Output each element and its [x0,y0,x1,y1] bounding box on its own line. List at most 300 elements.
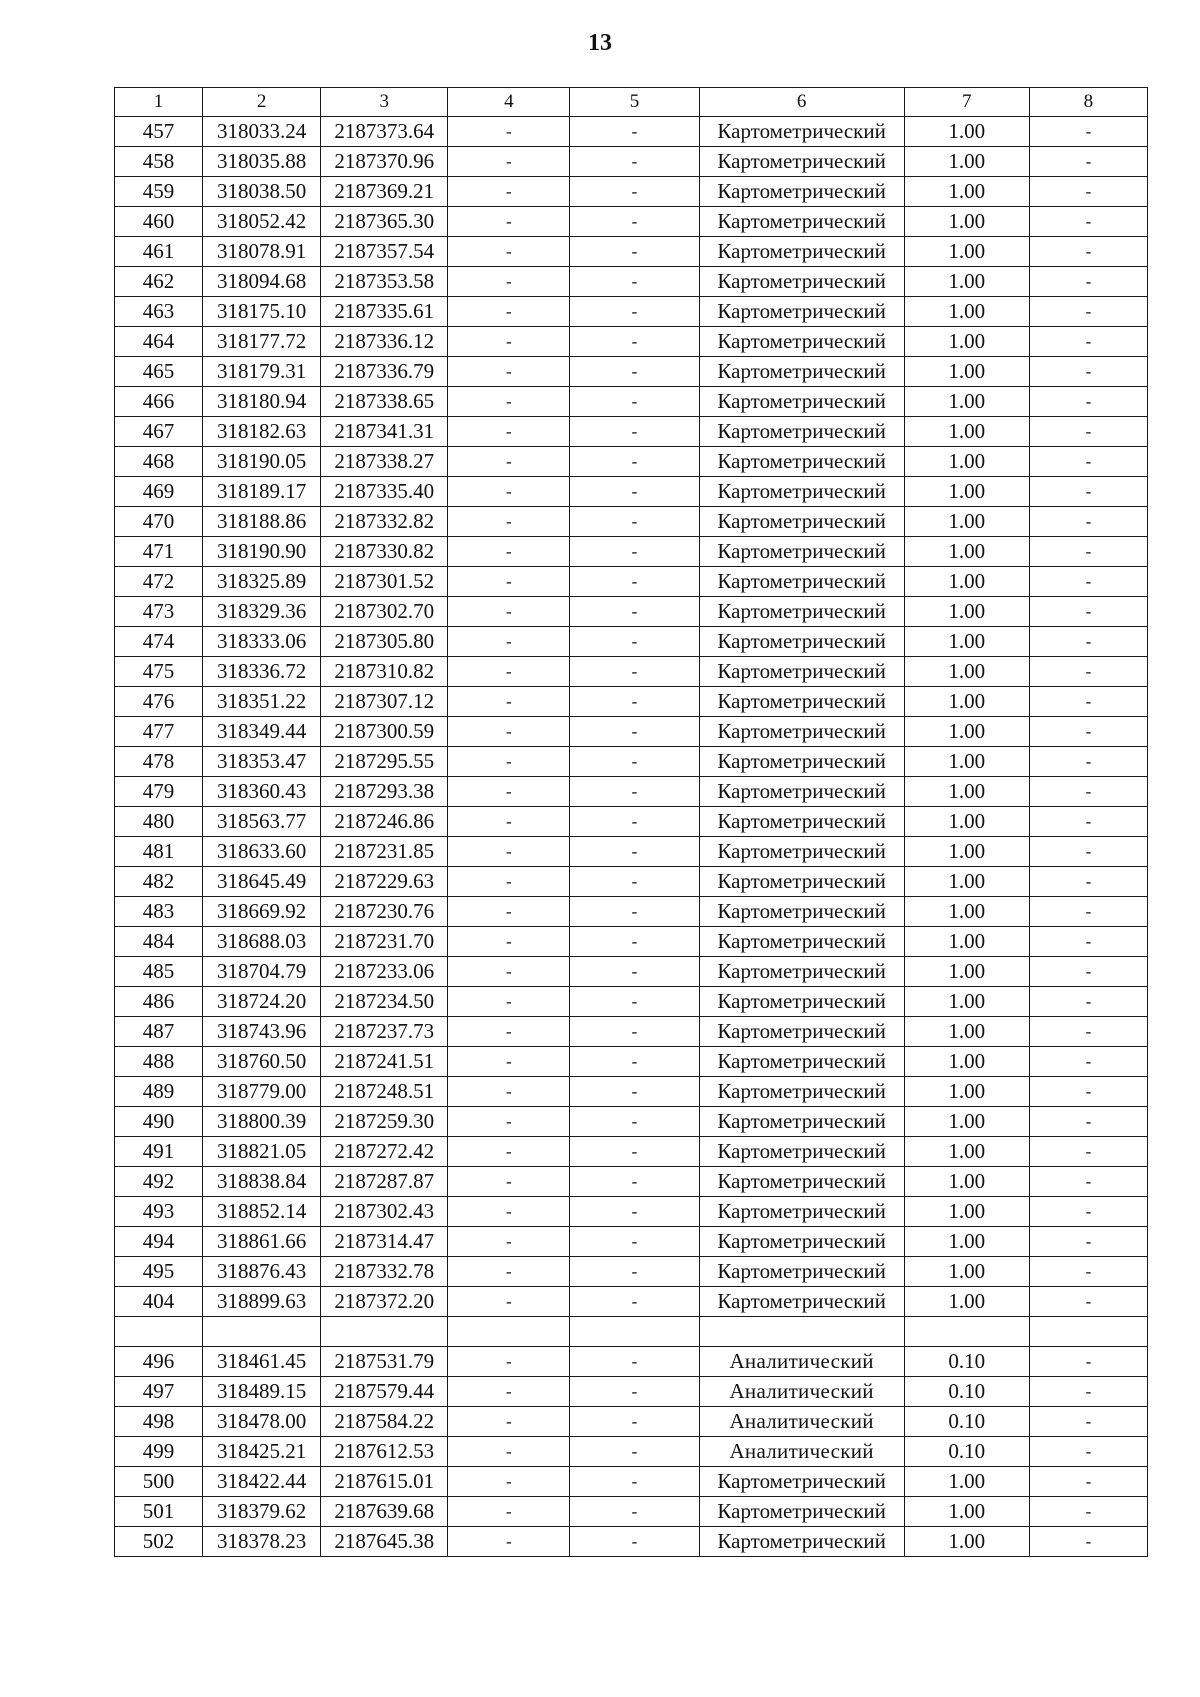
table-cell: - [1029,1377,1147,1407]
table-cell: - [448,1407,570,1437]
table-cell: - [1029,1137,1147,1167]
table-cell: - [448,267,570,297]
table-cell: - [570,1347,699,1377]
table-cell: 458 [115,147,203,177]
table-cell: 490 [115,1107,203,1137]
table-cell: - [570,1287,699,1317]
table-cell: - [570,927,699,957]
table-cell: Картометрический [699,567,904,597]
table-row [115,1077,1148,1107]
table-cell: 482 [115,867,203,897]
table-cell: - [1029,957,1147,987]
table-row [115,1347,1148,1377]
table-cell: 318645.49 [203,867,321,897]
table-cell: - [1029,627,1147,657]
table-cell: 1.00 [904,267,1029,297]
table-cell: 2187234.50 [321,987,448,1017]
table-cell: - [570,207,699,237]
table-cell: - [1029,237,1147,267]
table-cell: 318633.60 [203,837,321,867]
table-cell: 318861.66 [203,1227,321,1257]
column-header: 4 [448,88,570,117]
table-cell: 2187335.61 [321,297,448,327]
table-cell: 474 [115,627,203,657]
table-row [115,1047,1148,1077]
table-row [115,177,1148,207]
table-cell: 318422.44 [203,1467,321,1497]
table-cell: - [570,267,699,297]
table-cell: - [1029,1077,1147,1107]
table-cell: 2187579.44 [321,1377,448,1407]
table-row [115,507,1148,537]
column-header: 1 [115,88,203,117]
table-cell: 318033.24 [203,117,321,147]
table-row [115,837,1148,867]
table-row [115,537,1148,567]
table-cell: Картометрический [699,957,904,987]
table-cell: - [570,177,699,207]
table-row [115,777,1148,807]
table-cell: 1.00 [904,297,1029,327]
table-cell: - [1029,1467,1147,1497]
table-cell: - [448,1467,570,1497]
table-cell: 457 [115,117,203,147]
table-row [115,1257,1148,1287]
table-cell: 318704.79 [203,957,321,987]
table-cell: Картометрический [699,1497,904,1527]
table-cell: Картометрический [699,507,904,537]
table-cell: Картометрический [699,1287,904,1317]
table-cell: Картометрический [699,477,904,507]
table-cell: - [448,177,570,207]
coordinates-table-body [115,88,1148,1557]
table-cell: 318188.86 [203,507,321,537]
table-cell: 472 [115,567,203,597]
table-cell: - [570,597,699,627]
table-cell: 318177.72 [203,327,321,357]
table-row [115,387,1148,417]
table-cell: 478 [115,747,203,777]
table-cell: - [448,717,570,747]
table-cell: - [570,1047,699,1077]
table-cell: 2187230.76 [321,897,448,927]
table-cell: - [448,1017,570,1047]
table-cell: - [448,357,570,387]
table-cell: - [570,1077,699,1107]
table-cell: - [1029,117,1147,147]
table-cell: 318760.50 [203,1047,321,1077]
table-row [115,987,1148,1017]
table-cell: - [1029,1407,1147,1437]
table-cell: Аналитический [699,1407,904,1437]
table-cell: 2187272.42 [321,1137,448,1167]
table-cell: - [1029,387,1147,417]
table-cell: - [448,1377,570,1407]
table-cell: - [1029,1107,1147,1137]
table-cell: - [570,1377,699,1407]
table-cell: 1.00 [904,567,1029,597]
table-cell: 464 [115,327,203,357]
table-cell: - [448,117,570,147]
table-cell: 1.00 [904,1017,1029,1047]
table-cell: 473 [115,597,203,627]
table-cell: 462 [115,267,203,297]
table-cell: 1.00 [904,1047,1029,1077]
table-cell: Картометрический [699,177,904,207]
table-cell: 2187369.21 [321,177,448,207]
table-cell: 318179.31 [203,357,321,387]
table-cell: 2187365.30 [321,207,448,237]
table-cell: - [570,117,699,147]
table-cell: 494 [115,1227,203,1257]
table-cell: - [1029,267,1147,297]
table-cell: Картометрический [699,927,904,957]
table-cell: - [448,1437,570,1467]
table-cell: 318190.05 [203,447,321,477]
table-cell: 1.00 [904,1077,1029,1107]
table-cell: 1.00 [904,927,1029,957]
table-cell: 318838.84 [203,1167,321,1197]
table-cell: 488 [115,1047,203,1077]
table-cell: Картометрический [699,687,904,717]
table-cell: Картометрический [699,717,904,747]
table-cell: 1.00 [904,327,1029,357]
table-cell: - [1029,1437,1147,1467]
table-cell: - [1029,777,1147,807]
table-cell: 318353.47 [203,747,321,777]
table-cell: - [570,417,699,447]
table-cell: - [1029,1047,1147,1077]
table-cell: 2187231.85 [321,837,448,867]
table-row [115,1467,1148,1497]
table-cell: Аналитический [699,1377,904,1407]
table-cell: 1.00 [904,837,1029,867]
table-cell: - [448,447,570,477]
table-cell: 465 [115,357,203,387]
table-cell: - [1029,897,1147,927]
table-cell: 318094.68 [203,267,321,297]
table-row [115,957,1148,987]
table-cell: 318360.43 [203,777,321,807]
table-cell: 479 [115,777,203,807]
table-row [115,567,1148,597]
table-cell: - [570,627,699,657]
table-cell: 1.00 [904,357,1029,387]
table-cell: - [570,1527,699,1557]
table-cell: Картометрический [699,1167,904,1197]
table-cell: - [570,387,699,417]
table-cell: - [1029,327,1147,357]
table-cell: - [570,1167,699,1197]
table-cell: - [570,837,699,867]
column-header: 8 [1029,88,1147,117]
table-row [115,1377,1148,1407]
table-cell: - [570,1227,699,1257]
table-cell: 318182.63 [203,417,321,447]
table-cell: 471 [115,537,203,567]
table-cell: 2187293.38 [321,777,448,807]
table-cell: 404 [115,1287,203,1317]
table-row [115,1107,1148,1137]
table-row [115,117,1148,147]
table-cell: 487 [115,1017,203,1047]
table-cell: 318821.05 [203,1137,321,1167]
table-cell: - [448,987,570,1017]
table-cell: 1.00 [904,507,1029,537]
table-row [115,1497,1148,1527]
table-row [115,717,1148,747]
table-cell: 2187615.01 [321,1467,448,1497]
table-cell: - [570,507,699,537]
table-cell: - [448,747,570,777]
table-cell: Картометрический [699,1527,904,1557]
table-cell: 318035.88 [203,147,321,177]
table-cell: 318425.21 [203,1437,321,1467]
table-cell: 1.00 [904,717,1029,747]
table-cell: - [448,1137,570,1167]
table-cell: 2187295.55 [321,747,448,777]
column-header: 6 [699,88,904,117]
table-cell: 1.00 [904,417,1029,447]
table-cell: - [448,657,570,687]
table-cell: 2187231.70 [321,927,448,957]
table-cell: - [570,357,699,387]
table-cell: - [448,957,570,987]
table-cell: - [448,1197,570,1227]
table-cell: 318669.92 [203,897,321,927]
table-cell: - [570,1017,699,1047]
empty-cell [321,1317,448,1347]
table-cell: 2187584.22 [321,1407,448,1437]
table-cell: Картометрический [699,537,904,567]
table-cell: - [570,147,699,177]
table-cell: 1.00 [904,777,1029,807]
table-cell: - [1029,1017,1147,1047]
table-cell: 2187241.51 [321,1047,448,1077]
table-cell: 2187307.12 [321,687,448,717]
table-cell: - [448,507,570,537]
table-cell: 2187341.31 [321,417,448,447]
table-cell: 318378.23 [203,1527,321,1557]
table-cell: 2187314.47 [321,1227,448,1257]
table-cell: 2187332.82 [321,507,448,537]
table-cell: 2187373.64 [321,117,448,147]
table-cell: 2187246.86 [321,807,448,837]
table-cell: 1.00 [904,177,1029,207]
empty-cell [203,1317,321,1347]
table-cell: - [448,1527,570,1557]
table-cell: Картометрический [699,1467,904,1497]
table-cell: - [448,897,570,927]
table-cell: - [570,1467,699,1497]
table-cell: 475 [115,657,203,687]
table-cell: - [1029,1287,1147,1317]
table-cell: 1.00 [904,1197,1029,1227]
table-row [115,1227,1148,1257]
table-cell: 500 [115,1467,203,1497]
table-cell: Аналитический [699,1437,904,1467]
table-cell: - [1029,177,1147,207]
table-cell: - [448,567,570,597]
table-cell: 491 [115,1137,203,1167]
table-cell: Картометрический [699,1197,904,1227]
table-cell: - [448,297,570,327]
table-cell: - [448,207,570,237]
page-number: 13 [588,30,612,56]
table-cell: - [570,1497,699,1527]
table-row [115,1437,1148,1467]
table-row [115,1287,1148,1317]
table-cell: Картометрический [699,357,904,387]
table-row [115,267,1148,297]
table-cell: - [1029,717,1147,747]
table-cell: - [570,687,699,717]
table-cell: - [1029,987,1147,1017]
table-cell: Картометрический [699,447,904,477]
table-cell: 459 [115,177,203,207]
table-cell: - [448,1227,570,1257]
table-cell: - [448,777,570,807]
table-cell: 2187300.59 [321,717,448,747]
table-cell: Картометрический [699,627,904,657]
table-cell: - [448,147,570,177]
table-cell: - [1029,747,1147,777]
table-cell: - [1029,357,1147,387]
table-cell: 2187248.51 [321,1077,448,1107]
table-cell: - [1029,1167,1147,1197]
table-cell: - [1029,1227,1147,1257]
empty-cell [699,1317,904,1347]
table-cell: 481 [115,837,203,867]
table-cell: Картометрический [699,747,904,777]
table-cell: 2187338.65 [321,387,448,417]
table-cell: - [1029,537,1147,567]
table-cell: - [1029,1197,1147,1227]
table-cell: Картометрический [699,207,904,237]
table-cell: - [1029,207,1147,237]
table-cell: 318038.50 [203,177,321,207]
empty-cell [115,1317,203,1347]
table-cell: 470 [115,507,203,537]
table-cell: 2187336.12 [321,327,448,357]
table-cell: - [1029,837,1147,867]
table-cell: - [448,1257,570,1287]
table-cell: 1.00 [904,957,1029,987]
table-row [115,897,1148,927]
table-cell: 318349.44 [203,717,321,747]
table-cell: - [570,1257,699,1287]
table-cell: 485 [115,957,203,987]
table-row [115,687,1148,717]
table-cell: - [448,417,570,447]
table-cell: - [570,747,699,777]
table-cell: 1.00 [904,477,1029,507]
table-cell: 1.00 [904,1227,1029,1257]
table-cell: 318351.22 [203,687,321,717]
table-cell: 318724.20 [203,987,321,1017]
table-cell: - [1029,1347,1147,1377]
table-cell: 1.00 [904,687,1029,717]
table-cell: Картометрический [699,237,904,267]
table-cell: 2187233.06 [321,957,448,987]
table-cell: 501 [115,1497,203,1527]
table-cell: - [1029,1257,1147,1287]
table-cell: - [448,627,570,657]
table-cell: Картометрический [699,807,904,837]
table-cell: 2187353.58 [321,267,448,297]
table-cell: Картометрический [699,1047,904,1077]
table-cell: 497 [115,1377,203,1407]
table-cell: 1.00 [904,597,1029,627]
column-header: 5 [570,88,699,117]
column-header: 2 [203,88,321,117]
table-cell: Картометрический [699,987,904,1017]
table-cell: 1.00 [904,1497,1029,1527]
table-cell: Картометрический [699,117,904,147]
table-cell: - [448,537,570,567]
table-cell: 498 [115,1407,203,1437]
table-cell: 502 [115,1527,203,1557]
table-cell: 2187310.82 [321,657,448,687]
table-cell: 2187237.73 [321,1017,448,1047]
table-cell: - [448,477,570,507]
table-row [115,867,1148,897]
table-cell: 318325.89 [203,567,321,597]
table-cell: 493 [115,1197,203,1227]
table-cell: - [1029,597,1147,627]
table-cell: - [570,807,699,837]
table-row [115,297,1148,327]
table-cell: 1.00 [904,987,1029,1017]
table-header-row [115,88,1148,117]
table-cell: - [448,1077,570,1107]
table-cell: - [1029,417,1147,447]
table-row [115,807,1148,837]
table-cell: - [1029,507,1147,537]
coordinates-table [114,87,1148,1557]
table-cell: - [1029,297,1147,327]
table-cell: 0.10 [904,1407,1029,1437]
table-cell: 318489.15 [203,1377,321,1407]
table-row [115,237,1148,267]
table-cell: 1.00 [904,657,1029,687]
table-cell: 469 [115,477,203,507]
table-cell: - [1029,657,1147,687]
table-cell: - [1029,927,1147,957]
table-cell: 2187531.79 [321,1347,448,1377]
table-cell: Картометрический [699,147,904,177]
table-cell: - [448,687,570,717]
table-cell: 2187336.79 [321,357,448,387]
table-row [115,927,1148,957]
table-cell: 2187259.30 [321,1107,448,1137]
table-cell: Картометрический [699,1107,904,1137]
table-cell: 0.10 [904,1437,1029,1467]
table-cell: - [448,1107,570,1137]
table-cell: - [570,777,699,807]
table-cell: Картометрический [699,387,904,417]
table-cell: 483 [115,897,203,927]
table-cell: 318189.17 [203,477,321,507]
table-cell: 2187639.68 [321,1497,448,1527]
table-cell: - [570,447,699,477]
table-cell: - [1029,1527,1147,1557]
table-cell: 318478.00 [203,1407,321,1437]
table-cell: Картометрический [699,837,904,867]
table-row [115,1137,1148,1167]
table-cell: 318175.10 [203,297,321,327]
table-row [115,147,1148,177]
